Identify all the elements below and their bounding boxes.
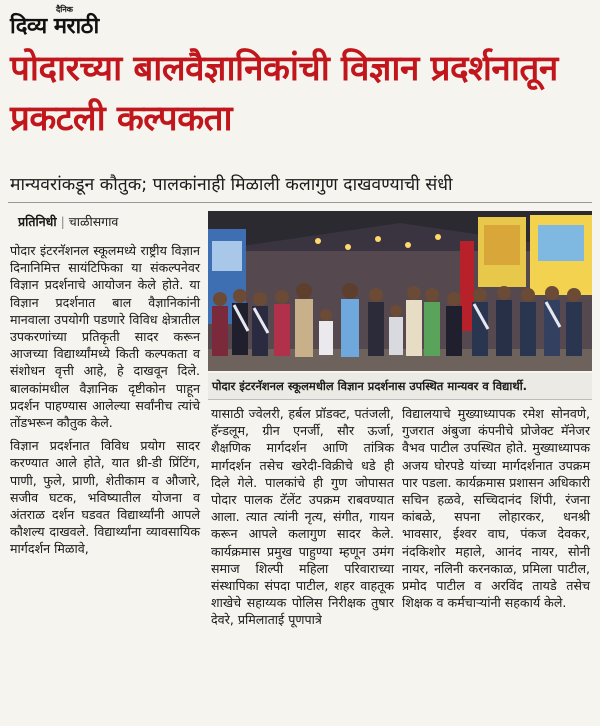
article-paragraph: यासाठी ज्वेलरी, हर्बल प्रॉडक्ट, पतंजली, हॅन्डलूम, ग्रीन एनर्जी, सौर ऊर्जा, शैक्षणिक मार्गदर्शन आणि तांत्रिक मार्गदर्शन तसेच खरेदी-विक्रीचे धडे ही दिले गेले. पालकांचे ही गुण जोपासत पोदार पालक टॅलेंट उपक्रम राबवण्यात आला. त्यात त्यांनी नृत्य, संगीत, गायन करून आपले कलागुण सादर केले. कार्यक्रमास प्रमुख पाहुण्या म्हणून उमंग समाज शिल्पी महिला परिवाराच्या संस्थापिका संपदा पाटील, शहर वाहतूक शाखेचे सहाय्यक पोलिस निरीक्षक तुषार देवरे, प्रमिलाताई पूणपात्रे — [211, 406, 394, 628]
masthead-logo — [8, 4, 148, 38]
article-column-2 — [211, 405, 394, 635]
headline: पोदारच्या बालवैज्ञानिकांची विज्ञान प्रदर्शनातून प्रकटली कल्पकता — [10, 49, 558, 139]
article-paragraph: विद्यालयाचे मुख्याध्यापक रमेश सोनवणे, गुजरात अंबुजा कंपनीचे प्रोजेक्ट मॅनेजर वैभव पाटील उपस्थित होते. मुख्याध्यापक अजय घोरपडे यांच्या मार्गदर्शनात उपक्रम पार पडला. कार्यक्रमास प्रशासन अधिकारी सचिन हळवे, सच्चिदानंद शिंपी, रंजना कांबळे, सपना लोहारकर, धनश्री भावसार, ईश्वर वाघ, पंकज देवकर, नंदकिशोर महाले, आनंद नायर, सोनी नायर, नलिनी करनकाळ, प्रमिला पाटील, प्रमोद पाटील व अरविंद तायडे तसेच शिक्षक व कर्मचाऱ्यांनी सहकार्य केले. — [402, 406, 590, 611]
masthead-brand: दिव्य मराठी — [10, 14, 99, 39]
byline-location: चाळीसगाव — [68, 214, 119, 229]
byline-author: प्रतिनिधी — [18, 214, 57, 229]
photo-caption: पोदार इंटरनॅशनल स्कूलमधील विज्ञान प्रदर्शनास उपस्थित मान्यवर व विद्यार्थी. — [208, 373, 592, 399]
article-paragraph: पोदार इंटरनॅशनल स्कूलमध्ये राष्ट्रीय विज्ञान दिनानिमित्त सायंटिफिका या संकल्पनेवर विज्ञान प्रदर्शनाचे आयोजन केले होते. या विज्ञान प्रदर्शनात बाल वैज्ञानिकांनी मानवाला उपयोगी पडणारे विविध क्षेत्रातील उपकरणांच्या प्रतिकृती सादर करून आजच्या विद्यार्थ्यांमध्ये किती कल्पकता व संशोधन वृत्ती आहे, हे दाखवून दिले. बालकांमधील वैज्ञानिक दृष्टीकोन पाहून प्रदर्शन पाहण्यास आलेल्या सर्वांनीच त्यांचे तोंडभरून कौतुक केले. — [10, 243, 200, 431]
masthead-small-label: दैनिक — [56, 5, 73, 14]
divider — [8, 202, 592, 203]
byline — [18, 213, 118, 230]
article-column-3 — [402, 405, 590, 617]
news-photo — [208, 211, 592, 371]
article-paragraph: विज्ञान प्रदर्शनात विविध प्रयोग सादर करण्यात आले होते, यात थ्री-डी प्रिंटिंग, पाणी, फुले, प्राणी, शेतीकाम व औजारे, सजीव घटक, भविष्यातील योजना व अंतराळ दर्शन घडवत विद्यार्थ्यांनी आपले कौशल्य दाखवले. विद्यार्थ्यांना व्यावसायिक मार्गदर्शन मिळावे, — [10, 438, 200, 557]
subheadline: मान्यवरांकडून कौतुक; पालकांनाही मिळाली कलागुण दाखवण्याची संधी — [10, 175, 453, 195]
byline-separator: | — [60, 214, 65, 229]
photo-illustration — [208, 211, 592, 371]
caption-divider — [208, 399, 592, 400]
article-column-1 — [10, 242, 200, 564]
